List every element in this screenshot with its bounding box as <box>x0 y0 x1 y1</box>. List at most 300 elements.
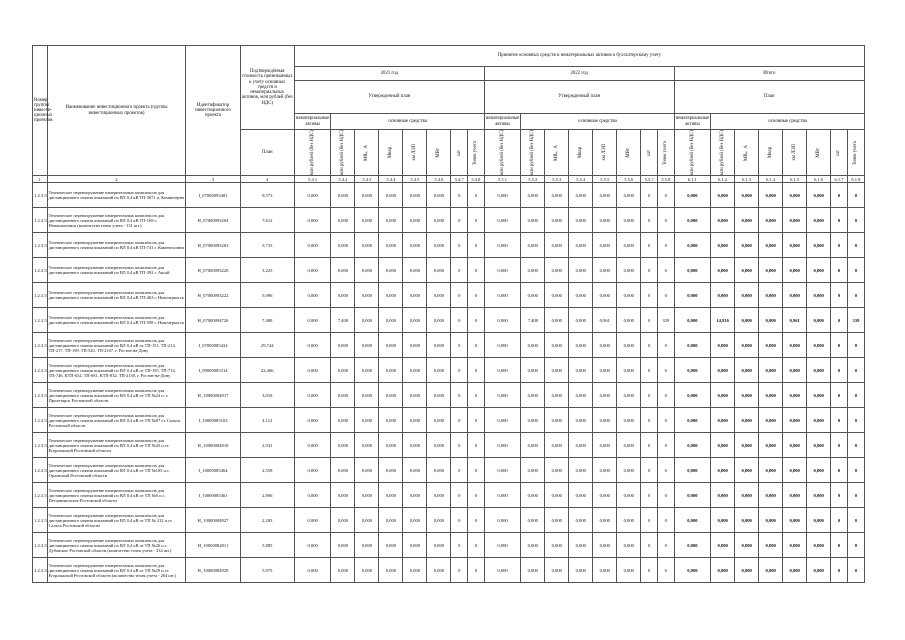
column-number: 5.5.1 <box>484 176 521 183</box>
header-subcol <box>521 130 545 176</box>
cell-value: 0,000 <box>403 558 427 583</box>
cell-value: 0,000 <box>711 558 735 583</box>
cell-value: 0,000 <box>294 533 331 558</box>
cell-value: 0 <box>657 283 674 308</box>
cell-value: 0,000 <box>783 433 807 458</box>
cell-value: 0,000 <box>783 558 807 583</box>
cell-value: 0,000 <box>617 183 641 208</box>
cell-value: 0,000 <box>674 233 711 258</box>
cell-value: 0,000 <box>569 408 593 433</box>
header-subcol-label: Мвар <box>578 147 584 159</box>
cell-value: 0,000 <box>403 508 427 533</box>
cell-value: 0 <box>657 483 674 508</box>
header-project-name: Наименование инвестиционного проекта (группы инвестиционных проектов) <box>47 46 186 176</box>
cell-value: 0,000 <box>569 383 593 408</box>
header-plan-total-group: План <box>674 81 864 114</box>
cell-value: 0,000 <box>807 508 831 533</box>
cell-value: 0,000 <box>711 358 735 383</box>
cell-value: 0,000 <box>521 183 545 208</box>
table-row <box>33 283 865 308</box>
cell-value: 0,000 <box>569 258 593 283</box>
cell-value: 0,000 <box>403 483 427 508</box>
cell-value: 0,000 <box>521 208 545 233</box>
header-subcol <box>807 130 831 176</box>
cell-value: 0,000 <box>355 558 379 583</box>
cell-value: 0 <box>468 208 485 233</box>
cell-group: 1.2.3.5 <box>33 283 48 308</box>
cell-value: 0,000 <box>711 258 735 283</box>
cell-value: 0,000 <box>545 533 569 558</box>
cell-value: 0,000 <box>427 383 451 408</box>
cell-value: 0 <box>831 183 848 208</box>
cell-group: 1.2.3.5 <box>33 383 48 408</box>
cell-project-id: H_10000084918 <box>186 433 240 458</box>
cell-value: 0,000 <box>617 308 641 333</box>
cell-value: 0,000 <box>355 458 379 483</box>
cell-value: 0,000 <box>807 408 831 433</box>
cell-value: 0,000 <box>379 383 403 408</box>
cell-value: 0,000 <box>711 508 735 533</box>
cell-value: 0,000 <box>593 383 617 408</box>
cell-value: 0,000 <box>379 283 403 308</box>
cell-value: 0,000 <box>617 433 641 458</box>
cell-value: 0,000 <box>294 233 331 258</box>
cell-value: 0 <box>451 533 468 558</box>
column-number: 5.4.5 <box>403 176 427 183</box>
cell-plan: 2,558 <box>240 458 294 483</box>
cell-group: 1.2.3.5 <box>33 308 48 333</box>
cell-value: 0,000 <box>807 358 831 383</box>
cell-value: 0,000 <box>593 333 617 358</box>
header-nma-2022: нематериальные активы <box>484 114 521 130</box>
cell-project-id: H_07000093204 <box>186 208 240 233</box>
cell-value: 0 <box>831 233 848 258</box>
cell-project-id: I_07000093481 <box>186 183 240 208</box>
column-number: 5.5.5 <box>593 176 617 183</box>
cell-value: 0 <box>831 333 848 358</box>
cell-project-id: I_10000085163 <box>186 408 240 433</box>
cell-value: 0,000 <box>403 208 427 233</box>
cell-value: 0 <box>451 258 468 283</box>
cell-value: 0,000 <box>711 208 735 233</box>
cell-value: 0 <box>451 208 468 233</box>
cell-value: 0,000 <box>674 408 711 433</box>
column-number: 5.5.3 <box>545 176 569 183</box>
header-subcol <box>451 130 468 176</box>
header-plan: План <box>240 130 294 176</box>
investment-table-sheet <box>32 45 865 583</box>
cell-value: 0,000 <box>735 433 759 458</box>
cell-project-name: Техническое перевооружение измерительных комплексов для дистанционного снятия показаний по ВЛ 0,4 кВ от ТП №24 п. г. Пролетарск Ростовской области <box>47 383 186 408</box>
cell-value: 0,000 <box>593 433 617 458</box>
cell-value: 0,000 <box>331 533 355 558</box>
cell-value: 0,000 <box>294 508 331 533</box>
header-os-total: основные средства <box>711 114 865 130</box>
cell-value: 0,000 <box>711 283 735 308</box>
header-os-2022: основные средства <box>521 114 674 130</box>
cell-project-name: Техническое перевооружение измерительных комплексов для дистанционного снятия показаний по ВЛ 0,4 кВ ТП-3071 п. Коминтерна <box>47 183 186 208</box>
cell-value: 0,000 <box>427 183 451 208</box>
column-number: 6.1.7 <box>831 176 848 183</box>
header-subcol <box>674 130 711 176</box>
cell-value: 0,961 <box>593 308 617 333</box>
header-subcol <box>427 130 451 176</box>
cell-value: 0,000 <box>617 533 641 558</box>
cell-value: 0,000 <box>735 258 759 283</box>
cell-value: 0 <box>847 208 864 233</box>
cell-value: 0,000 <box>759 558 783 583</box>
cell-value: 0,000 <box>403 433 427 458</box>
cell-value: 0 <box>641 408 658 433</box>
cell-plan: 9,573 <box>240 183 294 208</box>
cell-value: 0,000 <box>807 558 831 583</box>
cell-value: 0,000 <box>521 458 545 483</box>
column-number: 6.1.2 <box>711 176 735 183</box>
header-subcol <box>569 130 593 176</box>
cell-value: 0 <box>847 533 864 558</box>
header-subcol <box>783 130 807 176</box>
cell-value: 0,000 <box>427 433 451 458</box>
cell-value: 0 <box>468 333 485 358</box>
header-subcol-label: Мвар <box>388 147 394 159</box>
cell-value: 0,000 <box>759 308 783 333</box>
cell-value: 0 <box>847 458 864 483</box>
cell-project-name: Техническое перевооружение измерительных комплексов для дистанционного снятия показаний по ВЛ 0,4 кВ от ТП-195, ТП-714, ТП-746, КТП-634, ТП-681, КТП-832, ТП-2130, г. Ростов-на-Дону <box>47 358 186 383</box>
cell-value: 0,000 <box>355 508 379 533</box>
cell-group: 1.2.3.5 <box>33 533 48 558</box>
cell-value: 0,000 <box>484 308 521 333</box>
cell-project-id: H_07000093222 <box>186 283 240 308</box>
cell-value: 0,000 <box>427 508 451 533</box>
cell-value: 0,000 <box>807 283 831 308</box>
cell-project-name: Техническое перевооружение измерительных комплексов для дистанционного снятия показаний по ВЛ 0,4 кВ от ТП №26 п.с. Дубовское Ростовской области (количество точек учета - 234 шт.) <box>47 533 186 558</box>
cell-value: 0 <box>847 358 864 383</box>
cell-value: 0 <box>468 308 485 333</box>
header-year-total: Итого <box>674 67 864 81</box>
cell-value: 0,000 <box>355 308 379 333</box>
cell-value: 0,000 <box>331 233 355 258</box>
table-row <box>33 333 865 358</box>
cell-value: 0,000 <box>403 183 427 208</box>
cell-value: 0,000 <box>403 458 427 483</box>
cell-value: 339 <box>847 308 864 333</box>
cell-value: 0,000 <box>379 483 403 508</box>
cell-value: 0,000 <box>294 308 331 333</box>
cell-value: 0,000 <box>569 533 593 558</box>
cell-value: 0 <box>468 533 485 558</box>
cell-value: 0 <box>657 533 674 558</box>
cell-value: 0,000 <box>403 308 427 333</box>
cell-project-name: Техническое перевооружение измерительных комплексов для дистанционного снятия показаний по ВЛ 0,4 кВ от ТП №29 п.ст. Егорлыкской Ростовской области (количество точек учета - 264 шт.) <box>47 558 186 583</box>
cell-value: 0,000 <box>593 358 617 383</box>
header-subcol-label: МВт <box>626 147 632 158</box>
cell-value: 0,000 <box>674 558 711 583</box>
cell-value: 0,000 <box>545 408 569 433</box>
cell-value: 0,000 <box>783 383 807 408</box>
cell-value: 0,000 <box>569 183 593 208</box>
header-subcol-label: млн рублей (без НДС) <box>689 130 695 176</box>
cell-value: 0,000 <box>569 558 593 583</box>
cell-value: 0,000 <box>331 408 355 433</box>
cell-value: 0,000 <box>403 408 427 433</box>
cell-value: 0,000 <box>355 333 379 358</box>
column-number: 5.4.4 <box>379 176 403 183</box>
cell-value: 0,000 <box>617 558 641 583</box>
cell-value: 0 <box>451 508 468 533</box>
cell-group: 1.2.3.5 <box>33 333 48 358</box>
cell-value: 0 <box>451 433 468 458</box>
cell-plan: 2,806 <box>240 483 294 508</box>
cell-value: 0,000 <box>759 433 783 458</box>
cell-value: 0,000 <box>427 483 451 508</box>
cell-value: 0,000 <box>593 208 617 233</box>
cell-value: 0,000 <box>521 533 545 558</box>
cell-value: 0,000 <box>403 533 427 558</box>
cell-value: 0,000 <box>783 333 807 358</box>
header-project-id: Идентификатор инвестиционного проекта <box>186 46 240 176</box>
cell-value: 0,000 <box>735 533 759 558</box>
header-subcol <box>468 130 485 176</box>
cell-group: 1.2.3.5 <box>33 433 48 458</box>
cell-value: 0,000 <box>759 533 783 558</box>
cell-value: 0,000 <box>807 233 831 258</box>
cell-value: 0 <box>468 433 485 458</box>
cell-value: 0,000 <box>759 258 783 283</box>
cell-value: 0,000 <box>593 558 617 583</box>
cell-value: 0 <box>451 333 468 358</box>
header-subcol <box>641 130 658 176</box>
cell-value: 0,000 <box>783 458 807 483</box>
column-number: 3 <box>186 176 240 183</box>
cell-value: 0,000 <box>674 433 711 458</box>
cell-value: 0,000 <box>783 233 807 258</box>
cell-value: 0 <box>468 408 485 433</box>
cell-value: 0,000 <box>379 408 403 433</box>
cell-value: 0,000 <box>783 408 807 433</box>
header-subcol <box>545 130 569 176</box>
column-number: 5.4.1 <box>294 176 331 183</box>
cell-value: 0,000 <box>545 358 569 383</box>
cell-value: 0,000 <box>735 558 759 583</box>
cell-value: 0,000 <box>711 183 735 208</box>
cell-value: 0 <box>831 433 848 458</box>
cell-value: 0,000 <box>807 308 831 333</box>
column-number: 4 <box>240 176 294 183</box>
cell-plan: 2,931 <box>240 433 294 458</box>
cell-value: 0 <box>831 383 848 408</box>
cell-value: 0,000 <box>759 283 783 308</box>
cell-group: 1.2.3.5 <box>33 183 48 208</box>
cell-plan: 5,885 <box>240 533 294 558</box>
cell-value: 0 <box>657 458 674 483</box>
column-number: 5.4.8 <box>468 176 485 183</box>
column-number: 2 <box>47 176 186 183</box>
cell-value: 0 <box>468 358 485 383</box>
cell-value: 0,000 <box>545 258 569 283</box>
header-subcol <box>331 130 355 176</box>
header-subcol <box>355 130 379 176</box>
cell-group: 1.2.3.5 <box>33 233 48 258</box>
cell-plan: 3,018 <box>240 383 294 408</box>
header-subcol <box>657 130 674 176</box>
header-subcol <box>294 130 331 176</box>
cell-project-name: Техническое перевооружение измерительных комплексов для дистанционного снятия показаний по ВЛ 0,4 кВ от ТП № 212 п.ст. Сальск Ростовской области <box>47 508 186 533</box>
cell-value: 0,000 <box>379 308 403 333</box>
cell-value: 0,000 <box>569 333 593 358</box>
cell-value: 0 <box>657 383 674 408</box>
table-row <box>33 383 865 408</box>
cell-value: 0,000 <box>711 458 735 483</box>
cell-value: 0,000 <box>545 308 569 333</box>
table-row <box>33 458 865 483</box>
cell-plan: 29,744 <box>240 333 294 358</box>
cell-value: 0,000 <box>355 483 379 508</box>
cell-value: 0,000 <box>379 183 403 208</box>
cell-value: 0 <box>451 558 468 583</box>
cell-value: 0,000 <box>617 458 641 483</box>
cell-value: 0,000 <box>735 333 759 358</box>
cell-value: 0,000 <box>484 283 521 308</box>
cell-value: 0,000 <box>355 258 379 283</box>
cell-value: 0,000 <box>331 208 355 233</box>
cell-value: 0,000 <box>674 358 711 383</box>
cell-value: 0 <box>641 433 658 458</box>
cell-value: 0 <box>451 183 468 208</box>
cell-value: 0,000 <box>403 333 427 358</box>
cell-value: 0,000 <box>735 458 759 483</box>
cell-value: 0,000 <box>355 383 379 408</box>
header-subcol <box>593 130 617 176</box>
cell-value: 0,000 <box>427 458 451 483</box>
cell-value: 0,000 <box>294 333 331 358</box>
header-subcol <box>403 130 427 176</box>
cell-value: 0 <box>641 358 658 383</box>
cell-project-id: H_07000094726 <box>186 308 240 333</box>
header-subcol <box>484 130 521 176</box>
cell-value: 339 <box>657 308 674 333</box>
cell-project-id: I_07000085424 <box>186 333 240 358</box>
cell-value: 0,000 <box>294 208 331 233</box>
column-number: 5.5.6 <box>617 176 641 183</box>
cell-value: 0,000 <box>783 508 807 533</box>
cell-value: 0,000 <box>674 483 711 508</box>
cell-value: 0,000 <box>331 333 355 358</box>
cell-value: 0,000 <box>711 408 735 433</box>
cell-value: 14,816 <box>711 308 735 333</box>
cell-value: 0 <box>451 408 468 433</box>
cell-value: 0,000 <box>521 358 545 383</box>
cell-value: 0 <box>468 383 485 408</box>
cell-value: 0,000 <box>484 508 521 533</box>
cell-value: 0,000 <box>674 308 711 333</box>
header-subcol-label: км ЛЭП <box>792 144 798 161</box>
cell-value: 0,000 <box>379 333 403 358</box>
cell-value: 0,000 <box>783 208 807 233</box>
cell-value: 0,000 <box>569 508 593 533</box>
cell-value: 0,000 <box>355 233 379 258</box>
cell-value: 0 <box>641 483 658 508</box>
header-subcol <box>711 130 735 176</box>
cell-value: 0,000 <box>331 283 355 308</box>
cell-value: 0,000 <box>674 383 711 408</box>
cell-project-name: Техническое перевооружение измерительных комплексов для дистанционного снятия показаний по ВЛ 0,4 кВ от ТП №45 п.ст. Егорлыкской Ростовской области <box>47 433 186 458</box>
cell-value: 0,000 <box>735 358 759 383</box>
cell-project-name: Техническое перевооружение измерительных комплексов для дистанционного снятия показаний по ВЛ 0,4 кВ ТП-169 г. Новошахтинск (количество точек учета - 131 шт.) <box>47 208 186 233</box>
cell-value: 0,000 <box>427 408 451 433</box>
cell-value: 0,000 <box>484 483 521 508</box>
cell-plan: 2,283 <box>240 508 294 533</box>
cell-value: 0 <box>657 558 674 583</box>
cell-group: 1.2.3.5 <box>33 558 48 583</box>
cell-value: 0 <box>641 458 658 483</box>
cell-value: 0 <box>847 483 864 508</box>
cell-group: 1.2.3.5 <box>33 358 48 383</box>
table-row <box>33 358 865 383</box>
cell-value: 0,000 <box>735 383 759 408</box>
header-nma-total: нематериальные активы <box>674 114 711 130</box>
cell-value: 0 <box>641 508 658 533</box>
cell-value: 0,000 <box>783 483 807 508</box>
header-subcol-label: шт <box>646 149 652 156</box>
cell-value: 0 <box>468 508 485 533</box>
cell-value: 0,000 <box>294 408 331 433</box>
cell-value: 0,000 <box>427 558 451 583</box>
cell-project-id: H_10000084927 <box>186 508 240 533</box>
cell-project-name: Техническое перевооружение измерительных комплексов для дистанционного снятия показаний по ВЛ 0,4 кВ от ТП-151, ТП-214, ТП-217, ТП-199, ТП-520, ТП-2167, г. Ростов-на-Дону <box>47 333 186 358</box>
header-subcol-label: МВ×А <box>554 144 560 161</box>
cell-project-name: Техническое перевооружение измерительных комплексов для дистанционного снятия показаний по ВЛ 0,4 кВ от ТП №87 ст. Сальск Ростовской области <box>47 408 186 433</box>
table-row <box>33 533 865 558</box>
cell-value: 0,000 <box>617 358 641 383</box>
cell-value: 0 <box>831 283 848 308</box>
cell-value: 0,000 <box>545 183 569 208</box>
cell-plan: 22,466 <box>240 358 294 383</box>
cell-value: 0,000 <box>593 508 617 533</box>
column-number: 6.1.5 <box>783 176 807 183</box>
cell-value: 0,000 <box>521 508 545 533</box>
column-number: 5.4.3 <box>355 176 379 183</box>
cell-project-id: H_10000094917 <box>186 383 240 408</box>
cell-value: 0,000 <box>569 483 593 508</box>
cell-group: 1.2.3.5 <box>33 483 48 508</box>
cell-value: 0 <box>641 308 658 333</box>
cell-value: 0,000 <box>674 283 711 308</box>
cell-value: 0,000 <box>521 333 545 358</box>
cell-value: 0,000 <box>617 383 641 408</box>
cell-value: 0,000 <box>294 258 331 283</box>
cell-value: 0 <box>641 383 658 408</box>
cell-value: 0,000 <box>484 183 521 208</box>
header-subcol-label: млн рублей (без НДС) <box>720 130 726 176</box>
cell-project-id: H_07000093220 <box>186 258 240 283</box>
table-row <box>33 483 865 508</box>
cell-value: 0,000 <box>783 258 807 283</box>
cell-value: 0 <box>657 183 674 208</box>
cell-value: 0,000 <box>294 458 331 483</box>
cell-value: 0,000 <box>355 408 379 433</box>
cell-value: 0,000 <box>545 283 569 308</box>
cell-value: 0,000 <box>427 333 451 358</box>
cell-value: 0,000 <box>331 508 355 533</box>
cell-value: 0,000 <box>759 183 783 208</box>
cell-value: 0,000 <box>711 483 735 508</box>
cell-value: 0,000 <box>674 333 711 358</box>
cell-value: 0 <box>831 458 848 483</box>
cell-value: 0,961 <box>783 308 807 333</box>
cell-value: 0,000 <box>807 258 831 283</box>
cell-value: 0,000 <box>331 358 355 383</box>
cell-value: 0,000 <box>617 408 641 433</box>
